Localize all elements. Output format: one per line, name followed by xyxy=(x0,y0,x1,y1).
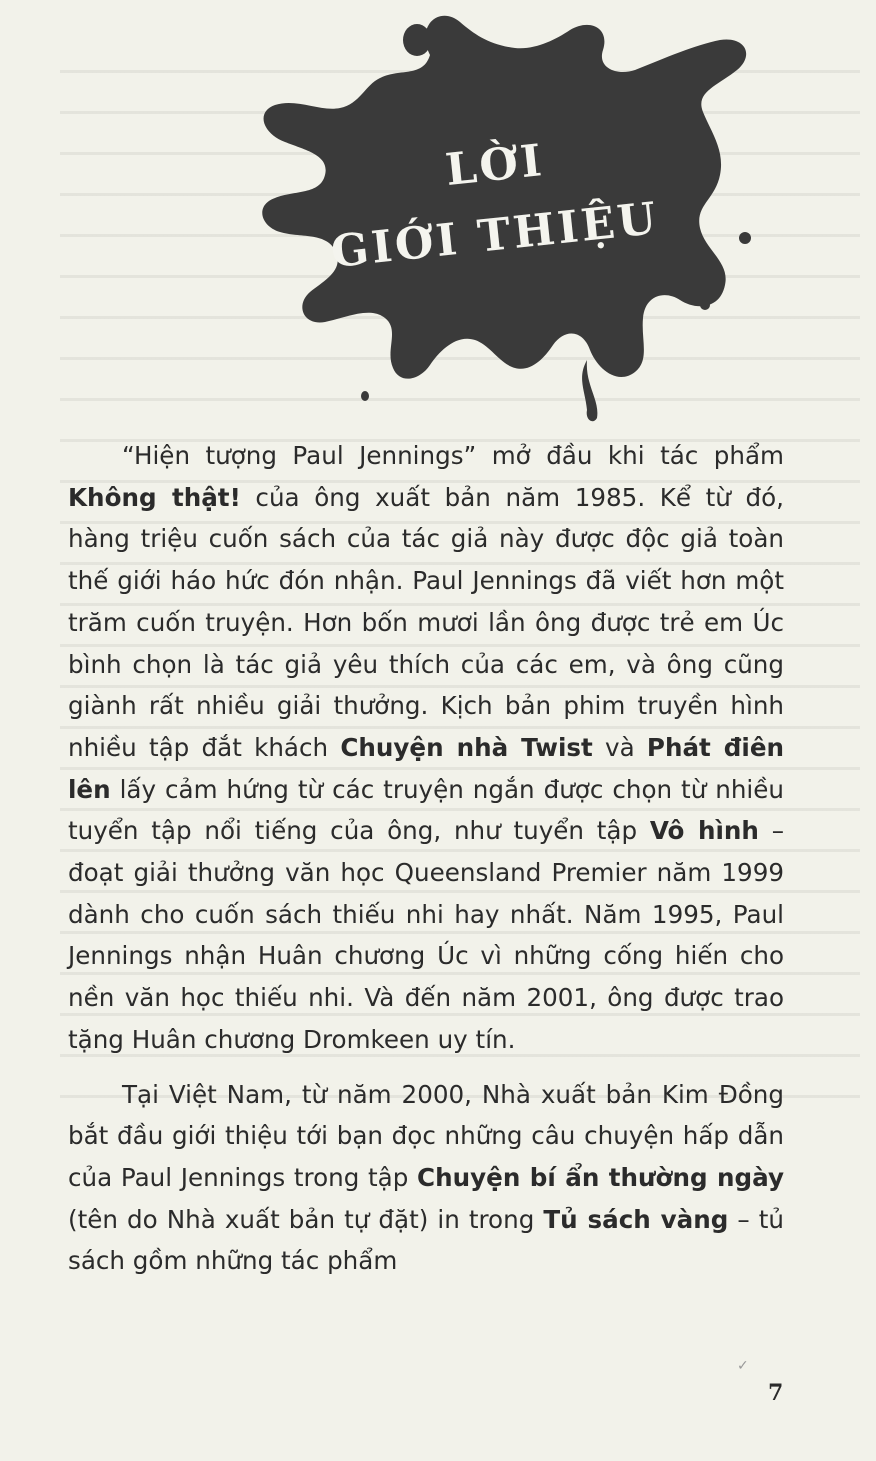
text-run: lấy cảm hứng từ các truyện ngắn được chọn từ nhiều tuyển tập nổi tiếng của ông, như tuyển tập xyxy=(68,774,784,846)
text-run: (tên do Nhà xuất bản tự đặt) in trong xyxy=(68,1204,544,1234)
stray-mark: ✓ xyxy=(737,1358,749,1374)
bold-title-run: Vô hình xyxy=(649,816,759,846)
ink-splat-title-graphic xyxy=(225,0,765,430)
page-number: 7 xyxy=(768,1380,784,1406)
title-line-1: LỜI xyxy=(443,134,547,197)
text-run: – đoạt giải thưởng văn học Queensland Premier năm 1999 dành cho cuốn sách thiếu nhi hay nhất. Năm 1995, Paul Jennings nhận Huân chương Úc vì những cống hiến cho nền văn học thiếu nhi. Và đến năm 2001, ông được trao tặng Huân chương Dromkeen uy tín. xyxy=(68,816,784,1054)
text-run: “Hiện tượng Paul Jennings” mở đầu khi tác phẩm xyxy=(122,441,784,470)
text-run: – tủ sách gồm những tác phẩm xyxy=(68,1204,784,1276)
bold-title-run: Không thật! xyxy=(68,482,241,512)
paragraph xyxy=(68,1074,784,1283)
text-run: của ông xuất bản năm 1985. Kể từ đó, hàng triệu cuốn sách của tác giả này được độc giả toàn thế giới háo hức đón nhận. Paul Jennings đã viết hơn một trăm cuốn truyện. Hơn bốn mươi lần ông được trẻ em Úc bình chọn là tác giả yêu thích của các em, và ông cũng giành rất nhiều giải thưởng. Kịch bản phim truyền hình nhiều tập đắt khách xyxy=(68,482,784,762)
text-run: Tại Việt Nam, từ năm 2000, Nhà xuất bản Kim Đồng bắt đầu giới thiệu tới bạn đọc những câu chuyện hấp dẫn của Paul Jennings trong tập xyxy=(68,1079,784,1192)
bold-title-run: Tủ sách vàng xyxy=(543,1204,729,1234)
title-line-2: GIỚI THIỆU xyxy=(328,192,662,279)
bold-title-run: Chuyện bí ẩn thường ngày xyxy=(417,1162,784,1192)
bold-title-run: Chuyện nhà Twist xyxy=(340,732,593,762)
body-text xyxy=(68,435,784,1282)
bold-title-run: Phát điên lên xyxy=(68,732,785,804)
text-run: và xyxy=(592,732,647,762)
paragraph xyxy=(68,435,784,1061)
